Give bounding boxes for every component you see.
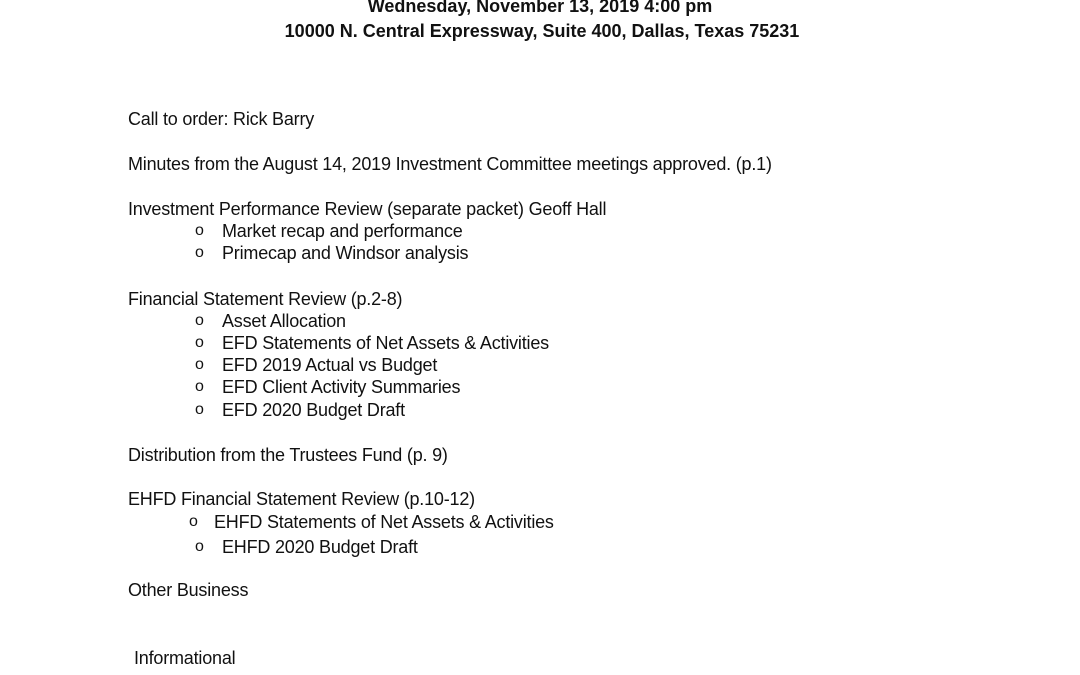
- other-business: Other Business: [128, 580, 249, 600]
- bullet-icon: o: [195, 222, 204, 239]
- bullet-icon: o: [195, 538, 204, 555]
- financial-item: Asset Allocation: [222, 311, 346, 331]
- call-to-order: Call to order: Rick Barry: [128, 109, 315, 129]
- ehfd-review-title: EHFD Financial Statement Review (p.10-12): [128, 489, 475, 509]
- financial-item: EFD 2020 Budget Draft: [222, 400, 405, 420]
- bullet-icon: o: [195, 244, 204, 261]
- investment-item: Primecap and Windsor analysis: [222, 243, 469, 263]
- meeting-address-line: 10000 N. Central Expressway, Suite 400, Dallas, Texas 75231: [284, 21, 800, 41]
- investment-review-title: Investment Performance Review (separate packet) Geoff Hall: [128, 199, 607, 219]
- financial-item: EFD 2019 Actual vs Budget: [222, 355, 438, 375]
- investment-item: Market recap and performance: [222, 221, 463, 241]
- bullet-icon: o: [195, 356, 204, 373]
- bullet-icon: o: [195, 401, 204, 418]
- informational: Informational: [134, 648, 236, 668]
- bullet-icon: o: [195, 378, 204, 395]
- bullet-icon: o: [189, 513, 198, 530]
- financial-item: EFD Statements of Net Assets & Activities: [222, 333, 549, 353]
- meeting-date-line: Wednesday, November 13, 2019 4:00 pm: [367, 0, 713, 16]
- bullet-icon: o: [195, 312, 204, 329]
- financial-item: EFD Client Activity Summaries: [222, 377, 461, 397]
- distribution-item: Distribution from the Trustees Fund (p. 9): [128, 445, 448, 465]
- minutes-approval: Minutes from the August 14, 2019 Investment Committee meetings approved. (p.1): [128, 154, 772, 174]
- bullet-icon: o: [195, 334, 204, 351]
- ehfd-item: EHFD Statements of Net Assets & Activities: [214, 512, 554, 532]
- financial-review-title: Financial Statement Review (p.2-8): [128, 289, 403, 309]
- ehfd-item: EHFD 2020 Budget Draft: [222, 537, 418, 557]
